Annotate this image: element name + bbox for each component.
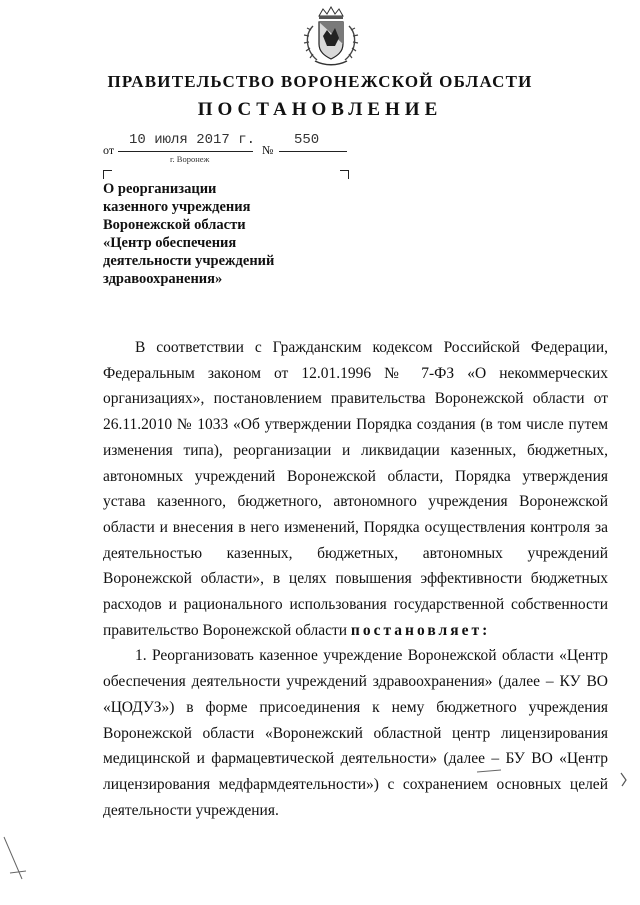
scan-mark <box>0 835 30 885</box>
item-1-paragraph: 1. Реорганизовать казенное учреждение Воронежской области «Центр обеспечения деятельности учреждений здравоохранения» (далее – КУ ВО «ЦОДУЗ») в форме присоединения к нему бюджетного учреждения Воронежской области «Воронежский областной центр лицензирования медицинской и фармацевтической деятельности» (далее – БУ ВО «Центр лицензирования медфармдеятельности») с сохранением основных целей деятельности учреждения. <box>103 647 608 819</box>
scan-mark <box>617 770 631 790</box>
body-text <box>103 335 608 823</box>
date-label: от <box>103 143 115 157</box>
number-underline <box>279 151 347 152</box>
resolves-word: постановляет: <box>350 621 491 639</box>
subject-line: Воронежской области <box>103 217 246 233</box>
number-label: № <box>262 143 274 157</box>
date-underline <box>118 151 253 152</box>
subject-line: деятельности учреждений <box>103 253 275 269</box>
preamble-text: В соответствии с Гражданским кодексом Российской Федерации, Федеральным законом от 12.01.1996 № 7-ФЗ «О некоммерческих организациях», постановлением правительства Воронежской области от 26.11.2010 № 1033 «Об утверждении Порядка создания (в том числе путем изменения типа), реорганизации и ликвидации казенных, бюджетных, автономных учреждений Воронежской области, Порядка утверждения устава казенного, бюджетного, автономного учреждения Воронежской области и внесения в него изменений, Порядка осуществления контроля за деятельностью казенных, бюджетных, автономных учреждений Воронежской области», в целях повышения эффективности бюджетных расходов и рационального использования государственной собственности правительство Воронежской области <box>103 339 608 639</box>
coat-of-arms-icon <box>297 6 365 70</box>
subject-line: «Центр обеспечения <box>103 235 237 251</box>
number-value: 550 <box>294 132 320 148</box>
document-type-title: ПОСТАНОВЛЕНИЕ <box>197 99 443 120</box>
organization-title: ПРАВИТЕЛЬСТВО ВОРОНЕЖСКОЙ ОБЛАСТИ <box>107 72 533 91</box>
city-label: г. Воронеж <box>170 154 210 164</box>
subject-line: О реорганизации <box>103 181 217 197</box>
subject-line: казенного учреждения <box>103 199 251 215</box>
subject-heading <box>103 180 333 288</box>
preamble-paragraph <box>103 335 608 643</box>
scan-mark <box>475 767 505 775</box>
date-value: 10 июля 2017 г. <box>129 132 256 148</box>
subject-corner-left <box>103 170 112 179</box>
subject-line: здравоохранения» <box>103 271 223 287</box>
subject-corner-right <box>340 170 349 179</box>
